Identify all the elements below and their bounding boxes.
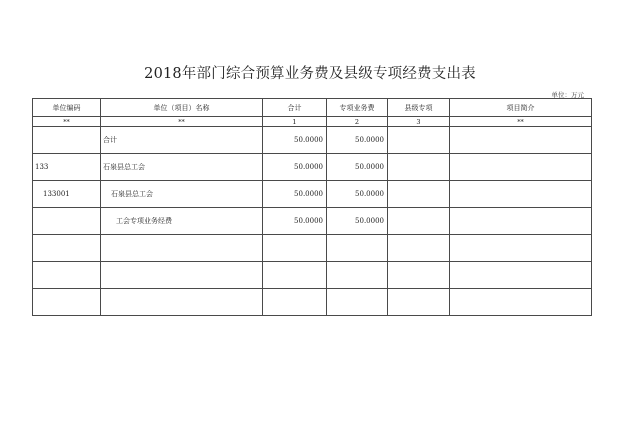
cell-code	[33, 208, 101, 235]
cell-special: 50.0000	[327, 127, 388, 154]
cell-name	[101, 289, 263, 316]
cell-county	[388, 154, 450, 181]
header-special-fee: 专项业务费	[327, 99, 388, 117]
index-row	[33, 117, 592, 127]
cell-county	[388, 208, 450, 235]
cell-code	[33, 289, 101, 316]
index-cell: 2	[327, 117, 388, 127]
header-project-desc: 项目简介	[450, 99, 592, 117]
cell-code	[33, 262, 101, 289]
cell-county	[388, 181, 450, 208]
cell-name	[101, 235, 263, 262]
cell-total: 50.0000	[263, 127, 327, 154]
cell-special	[327, 235, 388, 262]
index-cell: 3	[388, 117, 450, 127]
cell-desc	[450, 289, 592, 316]
cell-desc	[450, 208, 592, 235]
cell-code: 133001	[33, 181, 101, 208]
cell-desc	[450, 235, 592, 262]
cell-desc	[450, 127, 592, 154]
cell-name	[101, 262, 263, 289]
cell-county	[388, 289, 450, 316]
cell-code	[33, 127, 101, 154]
cell-special: 50.0000	[327, 181, 388, 208]
cell-code: 133	[33, 154, 101, 181]
cell-desc	[450, 181, 592, 208]
cell-county	[388, 235, 450, 262]
table-row	[33, 289, 592, 316]
cell-total	[263, 235, 327, 262]
cell-desc	[450, 262, 592, 289]
index-cell: 1	[263, 117, 327, 127]
cell-total	[263, 289, 327, 316]
cell-total: 50.0000	[263, 154, 327, 181]
header-unit-code: 单位编码	[33, 99, 101, 117]
unit-label: 单位：万元	[551, 91, 584, 99]
cell-name: 石泉县总工会	[101, 154, 263, 181]
cell-special: 50.0000	[327, 154, 388, 181]
index-cell: **	[33, 117, 101, 127]
index-cell: **	[450, 117, 592, 127]
table-row	[33, 208, 592, 235]
cell-special: 50.0000	[327, 208, 388, 235]
table-row	[33, 154, 592, 181]
cell-special	[327, 262, 388, 289]
cell-county	[388, 127, 450, 154]
index-cell: **	[101, 117, 263, 127]
cell-total: 50.0000	[263, 208, 327, 235]
cell-special	[327, 289, 388, 316]
cell-desc	[450, 154, 592, 181]
cell-code	[33, 235, 101, 262]
header-unit-name: 单位（项目）名称	[101, 99, 263, 117]
cell-total	[263, 262, 327, 289]
cell-name: 合计	[101, 127, 263, 154]
table-row	[33, 262, 592, 289]
table-row	[33, 127, 592, 154]
budget-table	[32, 98, 592, 316]
table-row	[33, 181, 592, 208]
report-title: 2018年部门综合预算业务费及县级专项经费支出表	[144, 66, 476, 82]
cell-name: 石泉县总工会	[101, 181, 263, 208]
header-total: 合计	[263, 99, 327, 117]
header-county-special: 县级专项	[388, 99, 450, 117]
cell-total: 50.0000	[263, 181, 327, 208]
cell-name: 工会专项业务经费	[101, 208, 263, 235]
cell-county	[388, 262, 450, 289]
table-row	[33, 235, 592, 262]
header-row	[33, 99, 592, 117]
